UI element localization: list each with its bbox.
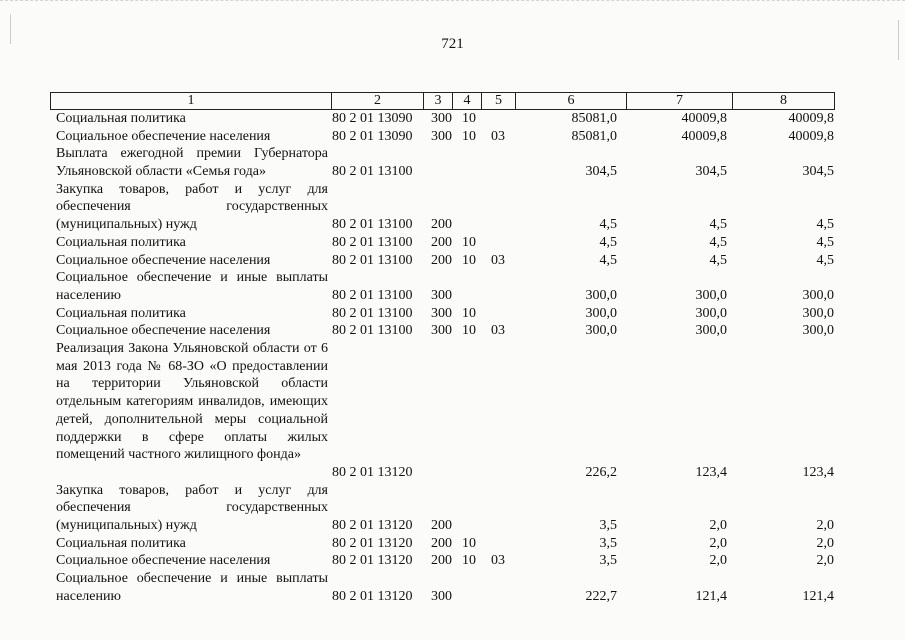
value-col-6: 4,5 (599, 217, 617, 233)
table-row (0, 145, 905, 180)
header-col-1: 1 (187, 93, 195, 108)
value-col-8: 4,5 (816, 217, 834, 233)
rz-cell: 10 (462, 323, 476, 339)
value-col-7: 4,5 (709, 234, 727, 250)
value-col-8: 300,0 (802, 323, 834, 339)
value-col-8: 123,4 (802, 464, 834, 480)
kcsr-cell: 80 2 01 13120 (332, 535, 413, 551)
value-col-8: 40009,8 (788, 111, 834, 126)
row-name: Социальное обеспечение населения (56, 553, 271, 569)
value-col-8: 2,0 (816, 553, 834, 569)
pr-cell: 03 (491, 323, 505, 339)
table-row (0, 570, 905, 605)
row-name: Социальное обеспечение населения (56, 252, 271, 268)
header-col-3: 3 (434, 93, 442, 108)
rz-cell: 10 (462, 252, 476, 268)
kcsr-cell: 80 2 01 13100 (332, 252, 413, 268)
table-row (0, 340, 905, 482)
row-name: Социальная политика (56, 234, 186, 250)
rz-cell: 10 (462, 111, 476, 126)
table-body (0, 110, 905, 605)
value-col-7: 4,5 (709, 252, 727, 268)
row-name: Социальное обеспечение и иные выплаты населению (56, 270, 328, 303)
value-col-8: 4,5 (816, 234, 834, 250)
table-row (0, 305, 905, 323)
rz-cell: 10 (462, 305, 476, 321)
value-col-6: 4,5 (599, 252, 617, 268)
value-col-7: 2,0 (709, 553, 727, 569)
vr-cell: 200 (431, 517, 452, 533)
value-col-7: 40009,8 (681, 111, 727, 126)
kcsr-cell: 80 2 01 13100 (332, 164, 413, 180)
pr-cell: 03 (491, 128, 505, 144)
value-col-6: 3,5 (599, 553, 617, 569)
value-col-6: 4,5 (599, 234, 617, 250)
header-col-6: 6 (567, 93, 575, 108)
vr-cell: 300 (431, 111, 452, 126)
rz-cell: 10 (462, 553, 476, 569)
value-col-6: 3,5 (599, 535, 617, 551)
value-col-6: 300,0 (585, 323, 617, 339)
table-row (0, 535, 905, 553)
page-number: 721 (441, 36, 464, 52)
row-name: Выплата ежегодной премии Губернатора Ульяновской области «Семья года» (56, 146, 328, 180)
value-col-8: 300,0 (802, 305, 834, 321)
value-col-7: 40009,8 (681, 128, 727, 144)
value-col-7: 300,0 (695, 287, 727, 303)
table-row (0, 128, 905, 146)
table-row (0, 181, 905, 234)
vr-cell: 300 (431, 305, 452, 321)
value-col-6: 304,5 (585, 164, 617, 180)
table-row (0, 269, 905, 304)
table-row (0, 110, 905, 128)
rz-cell: 10 (462, 535, 476, 551)
kcsr-cell: 80 2 01 13100 (332, 234, 413, 250)
vr-cell: 200 (431, 217, 452, 233)
rz-cell: 10 (462, 234, 476, 250)
table-row (0, 552, 905, 570)
value-col-6: 3,5 (599, 517, 617, 533)
table-row (0, 252, 905, 270)
value-col-7: 300,0 (695, 305, 727, 321)
value-col-7: 121,4 (695, 588, 727, 604)
table-row (0, 322, 905, 340)
header-col-4: 4 (463, 93, 471, 108)
row-name: Реализация Закона Ульяновской области от 6 мая 2013 года № 68-ЗО «О предоставлении на территории Ульяновской области отдельным категориям инвалидов, имеющих детей, дополнительной меры социальной поддержки в сфере оплаты жилых помещений частного жилищного фонда» (56, 341, 328, 463)
value-col-6: 226,2 (585, 464, 617, 480)
vr-cell: 300 (431, 588, 452, 604)
kcsr-cell: 80 2 01 13120 (332, 517, 413, 533)
header-col-2: 2 (374, 93, 381, 108)
row-name: Социальное обеспечение населения (56, 323, 271, 339)
value-col-6: 300,0 (585, 287, 617, 303)
kcsr-cell: 80 2 01 13120 (332, 588, 413, 604)
kcsr-cell: 80 2 01 13100 (332, 287, 413, 303)
value-col-8: 2,0 (816, 517, 834, 533)
value-col-7: 304,5 (695, 164, 727, 180)
value-col-7: 4,5 (709, 217, 727, 233)
vr-cell: 300 (431, 128, 452, 144)
value-col-8: 121,4 (802, 588, 834, 604)
vr-cell: 200 (431, 553, 452, 569)
row-name: Социальная политика (56, 305, 186, 321)
kcsr-cell: 80 2 01 13090 (332, 111, 413, 126)
value-col-8: 300,0 (802, 287, 834, 303)
vr-cell: 200 (431, 535, 452, 551)
kcsr-cell: 80 2 01 13100 (332, 323, 413, 339)
table-row (0, 482, 905, 535)
value-col-7: 2,0 (709, 517, 727, 533)
value-col-8: 40009,8 (788, 128, 834, 144)
value-col-6: 300,0 (585, 305, 617, 321)
value-col-8: 304,5 (802, 164, 834, 180)
kcsr-cell: 80 2 01 13100 (332, 305, 413, 321)
vr-cell: 200 (431, 252, 452, 268)
pr-cell: 03 (491, 252, 505, 268)
rz-cell: 10 (462, 128, 476, 144)
header-col-8: 8 (780, 93, 787, 108)
vr-cell: 200 (431, 234, 452, 250)
value-col-6: 85081,0 (571, 111, 617, 126)
value-col-8: 2,0 (816, 535, 834, 551)
row-name: Социальная политика (56, 111, 186, 126)
value-col-7: 300,0 (695, 323, 727, 339)
header-col-7: 7 (676, 93, 683, 108)
row-name: Социальное обеспечение и иные выплаты населению (56, 571, 328, 604)
row-name: Закупка товаров, работ и услуг для обеспечения государственных (муниципальных) нужд (56, 482, 328, 533)
value-col-8: 4,5 (816, 252, 834, 268)
vr-cell: 300 (431, 323, 452, 339)
value-col-6: 222,7 (585, 588, 617, 604)
header-col-5: 5 (495, 93, 502, 108)
table-header-row (50, 92, 835, 110)
scan-edge-marks (0, 0, 905, 8)
value-col-7: 123,4 (695, 464, 727, 480)
kcsr-cell: 80 2 01 13120 (332, 464, 413, 480)
row-name: Социальное обеспечение населения (56, 128, 271, 144)
kcsr-cell: 80 2 01 13090 (332, 128, 413, 144)
row-name: Социальная политика (56, 535, 186, 551)
kcsr-cell: 80 2 01 13100 (332, 217, 413, 233)
row-name: Закупка товаров, работ и услуг для обеспечения государственных (муниципальных) нужд (56, 181, 328, 233)
vr-cell: 300 (431, 287, 452, 303)
value-col-6: 85081,0 (571, 128, 617, 144)
kcsr-cell: 80 2 01 13120 (332, 553, 413, 569)
pr-cell: 03 (491, 553, 505, 569)
table-row (0, 234, 905, 252)
value-col-7: 2,0 (709, 535, 727, 551)
